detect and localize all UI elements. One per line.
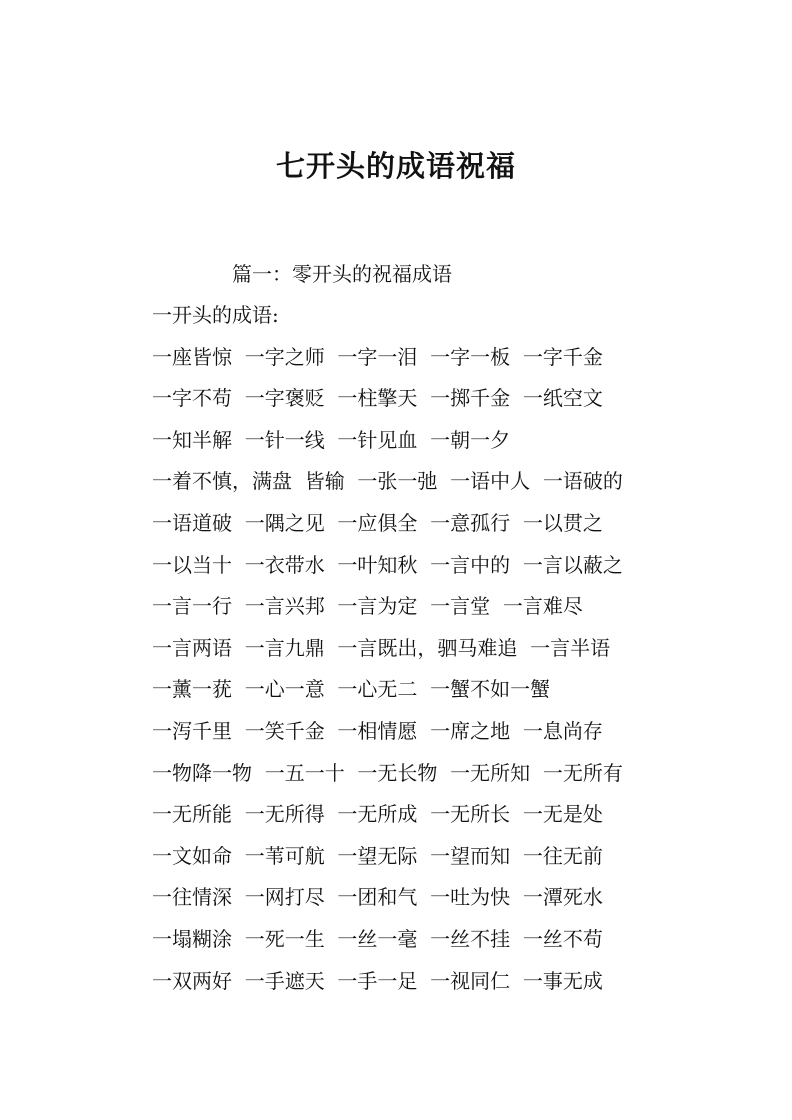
text-line: 一物降一物 一五一十 一无长物 一无所知 一无所有 (152, 760, 623, 785)
text-line: 一字不苟 一字褒贬 一柱擎天 一掷千金 一纸空文 (152, 386, 603, 411)
text-line: 一泻千里 一笑千金 一相情愿 一席之地 一息尚存 (152, 718, 603, 743)
text-line: 一开头的成语: (152, 303, 279, 327)
text-line: 一言两语 一言九鼎 一言既出，驷马难追 一言半语 (152, 635, 611, 660)
text-line: 一以当十 一衣带水 一叶知秋 一言中的 一言以蔽之 (152, 552, 623, 577)
text-line: 一无所能 一无所得 一无所成 一无所长 一无是处 (152, 802, 603, 827)
text-line: 一座皆惊 一字之师 一字一泪 一字一板 一字千金 (152, 344, 603, 369)
document-title: 七开头的成语祝福 (275, 149, 516, 183)
text-line: 一语道破 一隅之见 一应俱全 一意孤行 一以贯之 (152, 510, 603, 535)
text-line: 一着不慎，满盘 皆输 一张一弛 一语中人 一语破的 (152, 469, 623, 494)
text-line: 一塌糊涂 一死一生 一丝一毫 一丝不挂 一丝不苟 (152, 926, 603, 951)
text-line: 一薰一莸 一心一意 一心无二 一蟹不如一蟹 (152, 677, 551, 702)
text-line: 一双两好 一手遮天 一手一足 一视同仁 一事无成 (152, 968, 603, 993)
text-line: 一往情深 一网打尽 一团和气 一吐为快 一潭死水 (152, 885, 603, 910)
idiom-list (152, 301, 672, 1008)
text-line: 一文如命 一苇可航 一望无际 一望而知 一往无前 (152, 843, 603, 868)
text-line: 一知半解 一针一线 一针见血 一朝一夕 (152, 427, 511, 452)
section-heading: 篇一：零开头的祝福成语 (232, 262, 452, 286)
text-line: 一言一行 一言兴邦 一言为定 一言堂 一言难尽 (152, 594, 583, 619)
